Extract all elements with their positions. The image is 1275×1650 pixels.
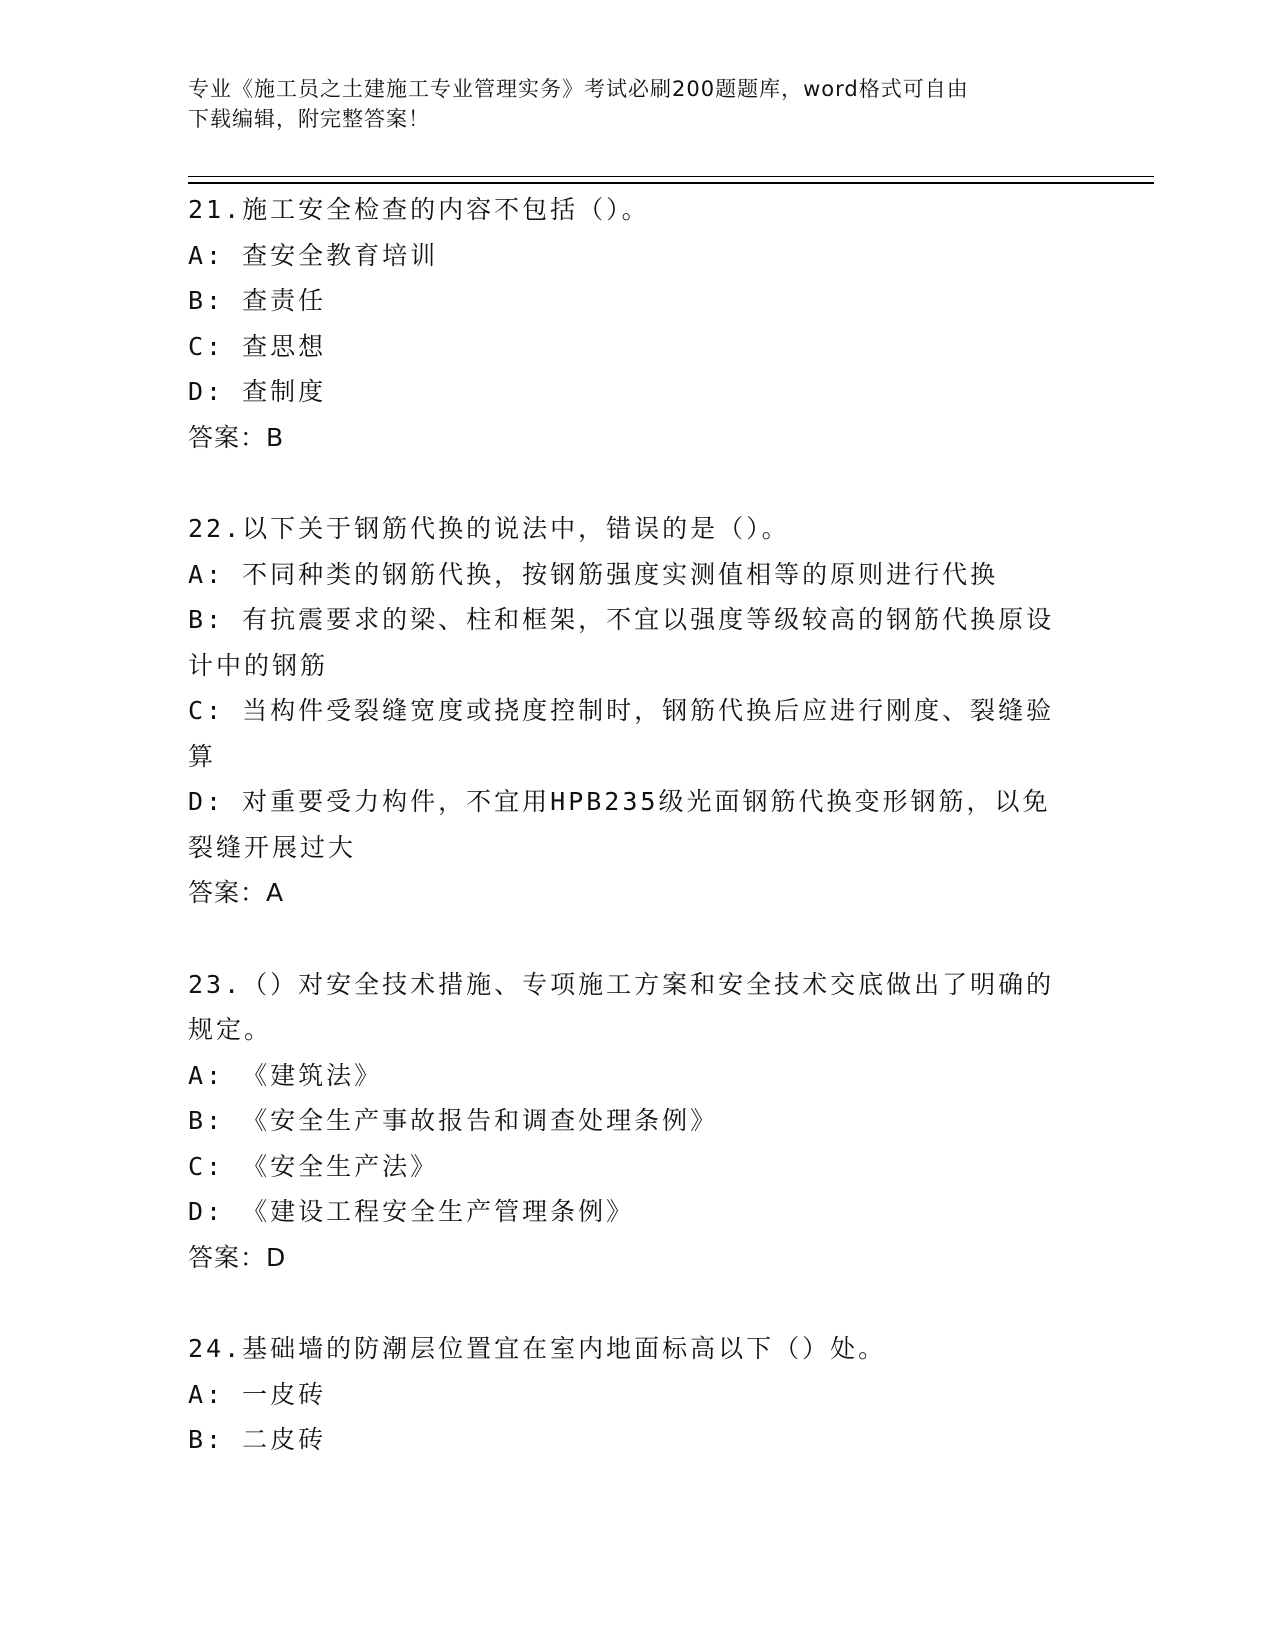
- question-list: [188, 187, 1088, 1509]
- option-b: B: 《安全生产事故报告和调查处理条例》: [188, 1106, 719, 1135]
- question-stem-line: 规定。: [188, 1015, 273, 1044]
- answer-label: 答案：D: [188, 1242, 287, 1272]
- option-d: 裂缝开展过大: [188, 832, 357, 862]
- option-b: B: 有抗震要求的梁、柱和框架，不宜以强度等级较高的钢筋代换原设: [188, 605, 1055, 634]
- question-1: [188, 187, 1088, 460]
- question-stem-line: 24.基础墙的防潮层位置宜在室内地面标高以下（）处。: [188, 1334, 887, 1363]
- question-stem-line: 22.以下关于钢筋代换的说法中，错误的是（）。: [188, 514, 790, 543]
- answer-label: 答案：A: [188, 878, 285, 907]
- option-d: D: 查制度: [188, 377, 327, 406]
- option-c: C: 查思想: [188, 331, 327, 361]
- option-a: A: 查安全教育培训: [188, 240, 439, 270]
- option-a: A: 不同种类的钢筋代换，按钢筋强度实测值相等的原则进行代换: [188, 559, 999, 589]
- question-stem-line: 21.施工安全检查的内容不包括（）。: [188, 195, 650, 224]
- option-c: 算: [188, 741, 217, 771]
- document-header: [188, 74, 1068, 134]
- option-a: A: 《建筑法》: [188, 1060, 383, 1090]
- option-d: D: 对重要受力构件，不宜用HPB235级光面钢筋代换变形钢筋，以免: [188, 787, 1051, 816]
- header-line-1: 专业《施工员之土建施工专业管理实务》考试必刷200题题库，word格式可自由: [188, 77, 969, 101]
- header-divider-thin: [188, 176, 1154, 177]
- question-3: [188, 962, 1088, 1281]
- option-d: D: 《建设工程安全生产管理条例》: [188, 1197, 635, 1226]
- option-b: B: 查责任: [188, 286, 327, 315]
- option-b: B: 二皮砖: [188, 1425, 327, 1454]
- option-b: 计中的钢筋: [188, 650, 329, 680]
- option-a: A: 一皮砖: [188, 1379, 327, 1409]
- question-4: [188, 1326, 1088, 1463]
- answer-label: 答案：B: [188, 422, 285, 452]
- option-c: C: 当构件受裂缝宽度或挠度控制时，钢筋代换后应进行刚度、裂缝验: [188, 696, 1055, 725]
- option-c: C: 《安全生产法》: [188, 1151, 439, 1181]
- header-line-2: 下载编辑，附完整答案！: [188, 107, 430, 131]
- question-stem-line: 23.（）对安全技术措施、专项施工方案和安全技术交底做出了明确的: [188, 969, 1055, 999]
- question-2: [188, 506, 1088, 916]
- header-divider-thick: [188, 182, 1154, 184]
